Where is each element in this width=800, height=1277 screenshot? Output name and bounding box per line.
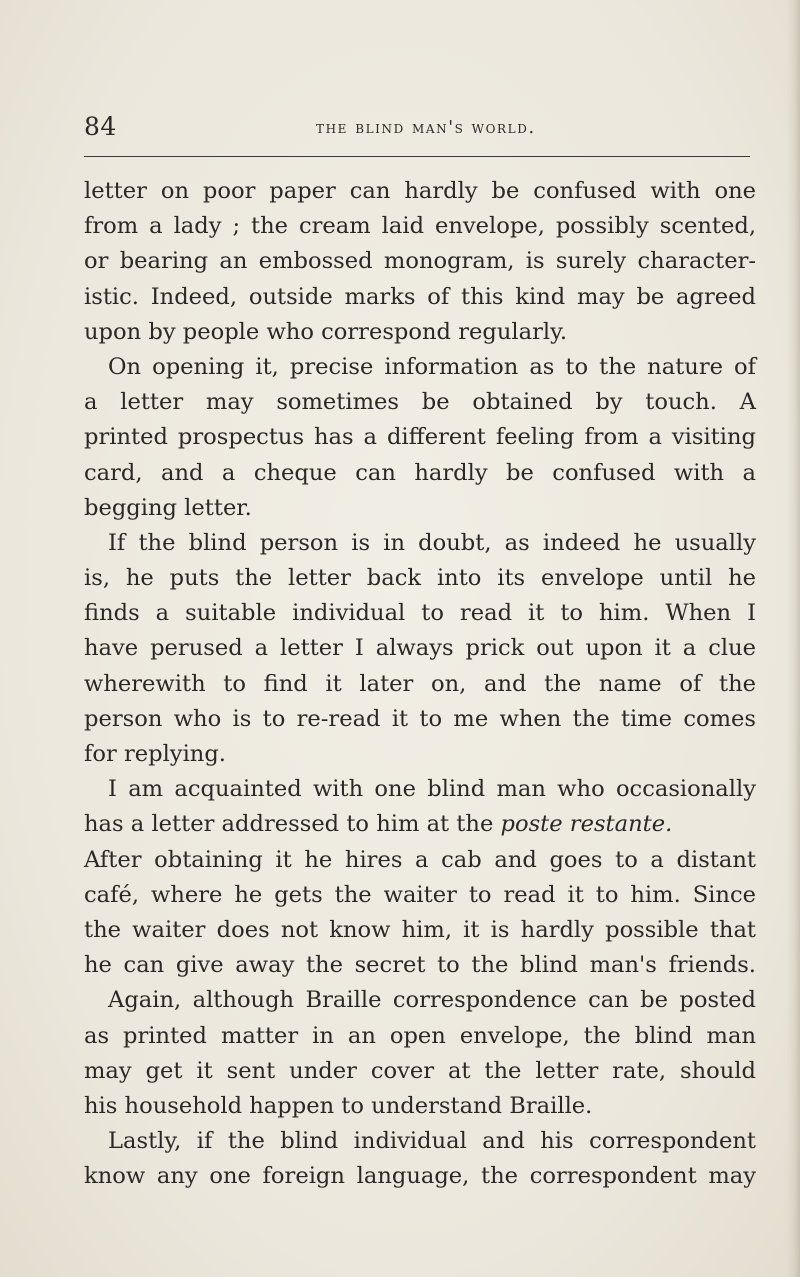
text-line: card, and a cheque can hardly be confused with a [84,459,756,486]
text-line-with-italic [84,807,756,842]
text-line: Again, although Braille correspondence can be posted [108,987,756,1014]
text-line: istic. Indeed, outside marks of this kind may be agreed [84,283,756,310]
page-header [84,112,752,152]
text-line: person who is to re-read it to me when the time comes [84,705,756,732]
text-line: On opening it, precise information as to the nature of [108,353,756,380]
text-segment: has a letter addressed to him at the [84,811,501,838]
text-line: begging letter. [84,494,252,521]
text-line: is, he puts the letter back into its envelope until he [84,565,756,592]
page-edge-shadow [786,0,800,1277]
text-line: from a lady ; the cream laid envelope, possibly scented, [84,213,756,240]
text-line: may get it sent under cover at the letter rate, should [84,1057,756,1084]
text-line: for replying. [84,741,226,767]
italic-phrase: poste restante. [500,811,673,838]
text-line: I am acquainted with one blind man who occasionally [108,776,756,803]
text-line: café, where he gets the waiter to read it to him. Since [84,881,756,908]
text-line: finds a suitable individual to read it to him. When I [84,600,756,627]
text-line: he can give away the secret to the blind man's friends. [84,952,756,979]
text-line: upon by people who correspond regularly. [84,318,568,345]
text-line: his household happen to understand Braille. [84,1092,593,1119]
text-line: or bearing an embossed monogram, is surely character- [84,248,756,275]
text-line: If the blind person is in doubt, as indeed he usually [108,529,756,556]
text-line: a letter may sometimes be obtained by touch. A [84,389,756,416]
header-rule [84,156,750,157]
running-head: the blind man's world. [316,118,536,138]
page-number: 84 [84,112,117,141]
text-line: After obtaining it he hires a cab and goes to a distant [84,846,756,873]
text-line: have perused a letter I always prick out upon it a clue [84,635,756,662]
text-line: wherewith to find it later on, and the name of the [84,670,756,697]
text-line: letter on poor paper can hardly be confused with one [84,178,756,204]
text-line: as printed matter in an open envelope, the blind man [84,1022,756,1049]
text-line: printed prospectus has a different feeling from a visiting [84,424,756,451]
text-line: the waiter does not know him, it is hardly possible that [84,916,756,943]
text-line: know any one foreign language, the correspondent may [84,1163,756,1190]
body-text [84,174,756,1194]
text-line: Lastly, if the blind individual and his correspondent [108,1128,756,1155]
